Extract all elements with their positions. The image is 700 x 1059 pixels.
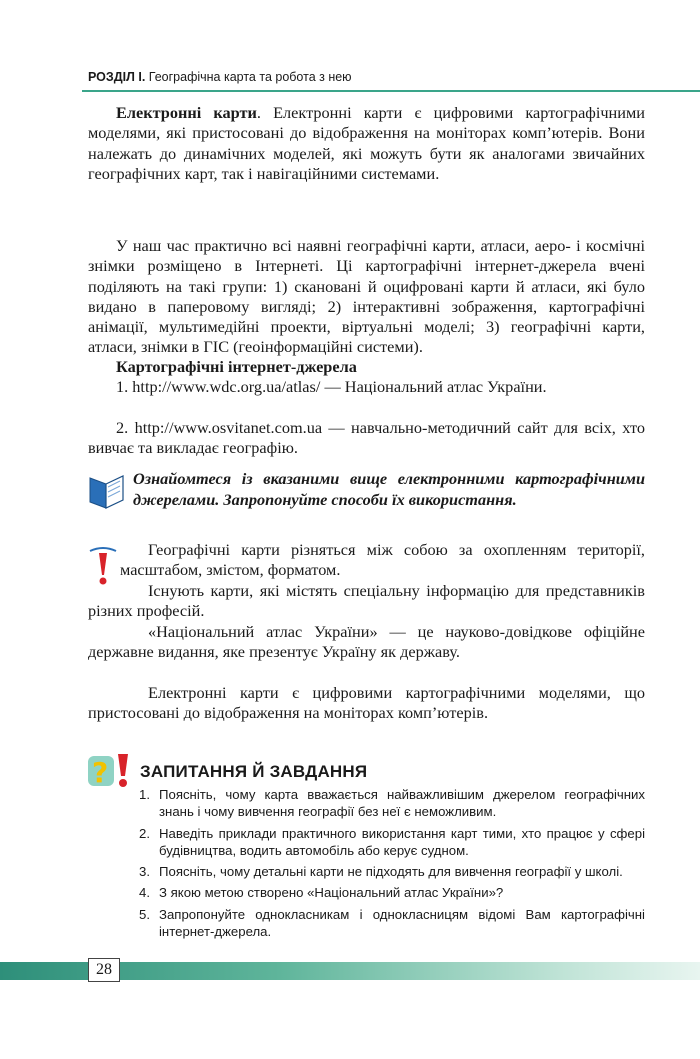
- page-header: [88, 70, 648, 84]
- question-item: 2. Наведіть приклади практичного використання карт тими, хто працює у сфері будівництва, водить автомобіль або керує судном.: [139, 825, 645, 858]
- task-note: Ознайомтеся із вказаними вище електронними картографічними джерелами. Запропонуйте способи їх використання.: [133, 469, 645, 509]
- question-item: 3. Поясніть, чому детальні карти не підходять для вивчення географії у школі.: [139, 864, 623, 880]
- question-item: 4. З якою метою створено «Національний атлас України»?: [139, 885, 504, 901]
- questions-title: ЗАПИТАННЯ Й ЗАВДАННЯ: [140, 762, 368, 781]
- question-exclamation-icon: [88, 752, 132, 790]
- summary-item-4: Електронні карти є цифровими картографічними моделями, що пристосовані до відображення на моніторах комп’ютерів.: [88, 683, 645, 723]
- header-divider: [82, 90, 700, 92]
- questions-list: [130, 786, 645, 944]
- section-title: Географічна карта та робота з нею: [145, 70, 352, 84]
- question-item: 5. Запропонуйте однокласникам і однокласницям відомі Вам картографічні інтернет-джерела.: [139, 906, 645, 940]
- electronic-maps-term: Електронні карти: [116, 103, 257, 122]
- summary-item-2: Існують карти, які містять спеціальну інформацію для представників різних професій.: [88, 581, 645, 621]
- summary-item-3: «Національний атлас України» — це науково-довідкове офіційне державне видання, яке презентує Україну як державу.: [88, 622, 645, 662]
- electronic-maps-text: . Електронні карти є цифровими картографічними моделями, які пристосовані до відображення на моніторах комп’ютерів. Вони належать до динамічних моделей, які можуть бути як аналогами звичайних географічних карт, так і навігаційними системами.: [88, 103, 645, 183]
- page-number: 28: [88, 958, 120, 982]
- source-item-2: 2. http://www.osvitanet.com.ua — навчально-методичний сайт для всіх, хто вивчає та викладає географію.: [88, 418, 645, 458]
- electronic-maps-paragraph: [88, 103, 645, 184]
- svg-text:?: ?: [92, 756, 109, 789]
- sources-title: Картографічні інтернет-джерела: [116, 357, 357, 376]
- book-icon: [88, 470, 126, 510]
- source-item-1: 1. http://www.wdc.org.ua/atlas/ — Національний атлас України.: [116, 377, 547, 396]
- question-item: 1. Поясніть, чому карта вважається найважливішим джерелом географічних знань і чому вивчення географії без неї є неможливим.: [139, 787, 645, 820]
- internet-sources-paragraph: У наш час практично всі наявні географічні карти, атласи, аеро- і космічні знімки розміщено в Інтернеті. Ці картографічні інтернет-джерела вчені поділяють на такі групи: 1) скановані й оцифровані карти й атласи, які було видано в паперовому вигляді; 2) інтерактивні зображення, картографічні анімації, мультимедійні проекти, віртуальні моделі; 3) географічні карти, атласи, знімки в ГІС (геоінформаційні системи).: [88, 236, 645, 357]
- section-label: РОЗДІЛ І.: [88, 70, 146, 84]
- summary-item-1: Географічні карти різняться між собою за охопленням території, масштабом, змістом, форматом.: [120, 540, 645, 580]
